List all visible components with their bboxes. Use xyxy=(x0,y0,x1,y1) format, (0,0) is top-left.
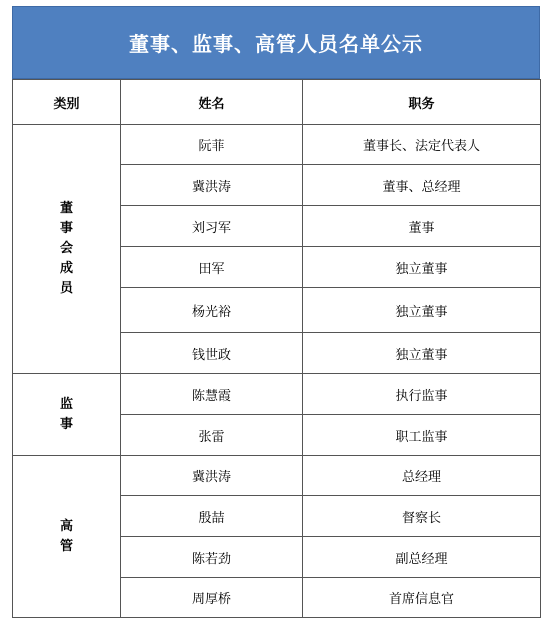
category-cell xyxy=(13,456,121,618)
category-cell xyxy=(13,125,121,374)
position-cell: 职工监事 xyxy=(303,415,541,456)
name-cell: 陈慧霞 xyxy=(121,374,303,415)
name-cell: 杨光裕 xyxy=(121,288,303,333)
position-cell: 独立董事 xyxy=(303,288,541,333)
header-name: 姓名 xyxy=(121,80,303,125)
position-cell: 董事长、法定代表人 xyxy=(303,125,541,165)
name-cell: 殷喆 xyxy=(121,496,303,537)
name-cell: 张雷 xyxy=(121,415,303,456)
position-cell: 督察长 xyxy=(303,496,541,537)
category-label: 高管 xyxy=(59,518,73,554)
name-cell: 冀洪涛 xyxy=(121,456,303,496)
position-cell: 首席信息官 xyxy=(303,578,541,618)
table-row xyxy=(13,456,541,496)
roster-table xyxy=(12,79,541,618)
name-cell: 钱世政 xyxy=(121,333,303,374)
roster-board xyxy=(12,6,540,621)
header-row xyxy=(13,80,541,125)
name-cell: 周厚桥 xyxy=(121,578,303,618)
name-cell: 刘习军 xyxy=(121,206,303,247)
roster-body xyxy=(13,125,541,618)
position-cell: 总经理 xyxy=(303,456,541,496)
position-cell: 副总经理 xyxy=(303,537,541,578)
table-row xyxy=(13,374,541,415)
name-cell: 田军 xyxy=(121,247,303,288)
table-row xyxy=(13,125,541,165)
position-cell: 执行监事 xyxy=(303,374,541,415)
position-cell: 独立董事 xyxy=(303,247,541,288)
name-cell: 冀洪涛 xyxy=(121,165,303,206)
category-label: 董事会成员 xyxy=(59,201,73,296)
name-cell: 陈若劲 xyxy=(121,537,303,578)
header-category: 类别 xyxy=(13,80,121,125)
position-cell: 董事 xyxy=(303,206,541,247)
page-title: 董事、监事、高管人员名单公示 xyxy=(129,32,423,56)
title-banner xyxy=(12,6,540,79)
position-cell: 独立董事 xyxy=(303,333,541,374)
name-cell: 阮菲 xyxy=(121,125,303,165)
category-label: 监事 xyxy=(59,396,73,432)
position-cell: 董事、总经理 xyxy=(303,165,541,206)
header-position: 职务 xyxy=(303,80,541,125)
category-cell xyxy=(13,374,121,456)
